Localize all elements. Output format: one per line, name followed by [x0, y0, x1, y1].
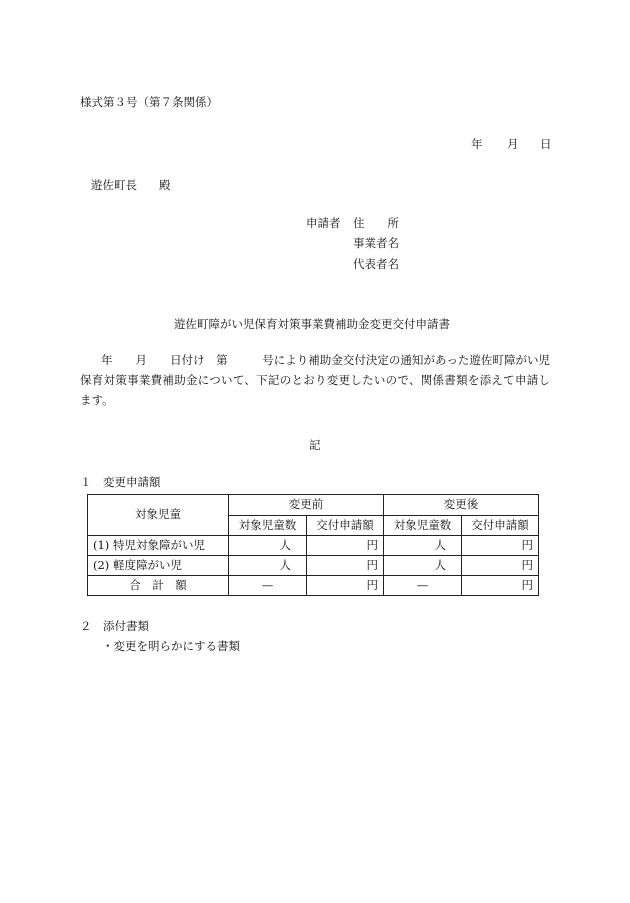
representative-label: 代表者名: [353, 257, 399, 271]
attachment-list-item: ・変更を明らかにする書類: [102, 639, 240, 653]
body-paragraph: 年 月 日付け 第 号により補助金交付決定の通知があった遊佐町障がい児保育対策事業費補助金について、下記のとおり変更したいので、関係書類を添えて申請します。: [80, 353, 550, 407]
total-before-amount: 円: [307, 576, 384, 596]
after-amount-cell: 円: [462, 556, 539, 576]
header-target-children: 対象児童: [88, 495, 229, 536]
after-amount-cell: 円: [462, 536, 539, 556]
header-before-count: 対象児童数: [229, 515, 307, 536]
header-after-amount: 交付申請額: [462, 515, 539, 536]
header-before: 変更前: [229, 495, 384, 516]
total-after-amount: 円: [462, 576, 539, 596]
before-count-cell: 人: [229, 556, 307, 576]
row-label: (2) 軽度障がい児: [88, 556, 229, 576]
ki-heading: 記: [309, 438, 321, 452]
address-label: 住 所: [353, 216, 399, 230]
date-year: 年: [471, 137, 483, 151]
header-after: 変更後: [384, 495, 539, 516]
after-count-cell: 人: [384, 536, 462, 556]
total-after-count: —: [384, 576, 462, 596]
row-label: (1) 特児対象障がい児: [88, 536, 229, 556]
date-day: 日: [540, 137, 552, 151]
section1-heading: １ 変更申請額: [80, 475, 161, 489]
table-header-row: [88, 495, 539, 516]
date-month: 月: [507, 137, 519, 151]
table-row: [88, 556, 539, 576]
business-name-label: 事業者名: [353, 236, 399, 250]
document-title: 遊佐町障がい児保育対策事業費補助金変更交付申請書: [174, 317, 450, 331]
total-before-count: —: [229, 576, 307, 596]
header-after-count: 対象児童数: [384, 515, 462, 536]
addressee-honorific: 殿: [159, 178, 171, 192]
grant-table: [87, 494, 539, 596]
table-total-row: [88, 576, 539, 596]
addressee-name: 遊佐町長: [91, 178, 137, 192]
before-amount-cell: 円: [307, 536, 384, 556]
applicant-label: 申請者: [306, 216, 341, 230]
after-count-cell: 人: [384, 556, 462, 576]
header-before-amount: 交付申請額: [307, 515, 384, 536]
before-count-cell: 人: [229, 536, 307, 556]
total-label: 合 計 額: [88, 576, 229, 596]
table-row: [88, 536, 539, 556]
form-number: 様式第３号（第７条関係）: [80, 95, 218, 109]
section2-heading: ２ 添付書類: [80, 619, 149, 633]
before-amount-cell: 円: [307, 556, 384, 576]
